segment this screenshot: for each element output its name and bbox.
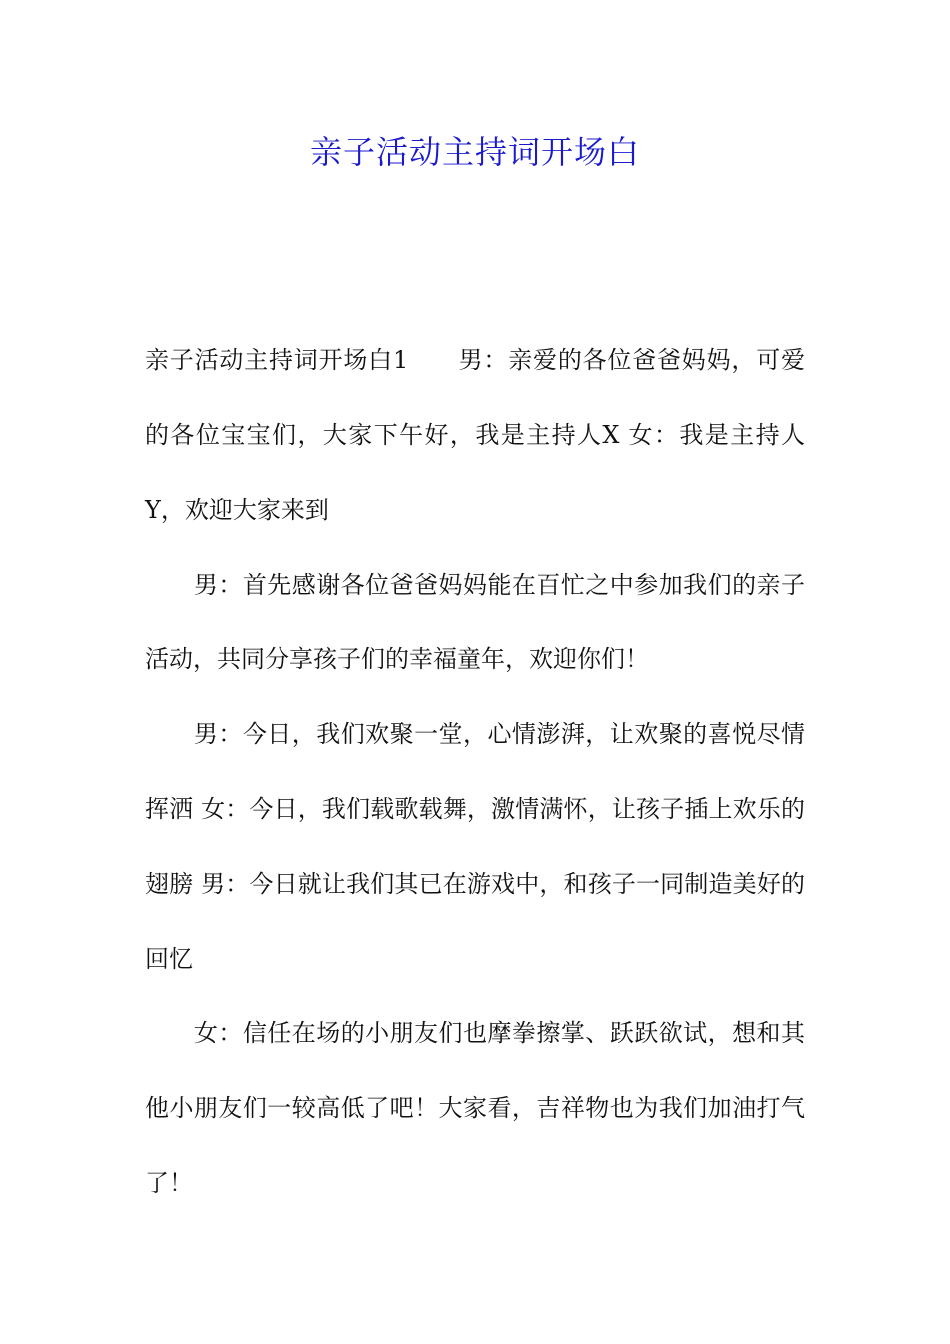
paragraph-line: 活动，共同分享孩子们的幸福童年，欢迎你们！ bbox=[145, 645, 649, 673]
paragraph-line: 的各位宝宝们，大家下午好，我是主持人X 女：我是主持人 bbox=[145, 421, 805, 449]
paragraph-line: 男：首先感谢各位爸爸妈妈能在百忙之中参加我们的亲子 bbox=[145, 571, 805, 599]
paragraph-line: Y，欢迎大家来到 bbox=[145, 496, 329, 524]
paragraph-line: 女：信任在场的小朋友们也摩拳擦掌、跃跃欲试，想和其 bbox=[145, 1019, 805, 1047]
paragraph-line: 回忆 bbox=[145, 945, 193, 973]
paragraph-line: 男：今日，我们欢聚一堂，心情澎湃，让欢聚的喜悦尽情 bbox=[145, 720, 805, 748]
paragraph-line: 他小朋友们一较高低了吧！大家看，吉祥物也为我们加油打气 bbox=[145, 1094, 805, 1122]
paragraph-line: 翅膀 男：今日就让我们其已在游戏中，和孩子一同制造美好的 bbox=[145, 870, 805, 898]
paragraph-line: 挥洒 女：今日，我们载歌载舞，激情满怀，让孩子插上欢乐的 bbox=[145, 795, 805, 823]
paragraph-line: 了！ bbox=[145, 1169, 193, 1197]
paragraph-line: 亲子活动主持词开场白1 男：亲爱的各位爸爸妈妈，可爱 bbox=[145, 346, 805, 374]
document-title: 亲子活动主持词开场白 bbox=[309, 133, 640, 171]
